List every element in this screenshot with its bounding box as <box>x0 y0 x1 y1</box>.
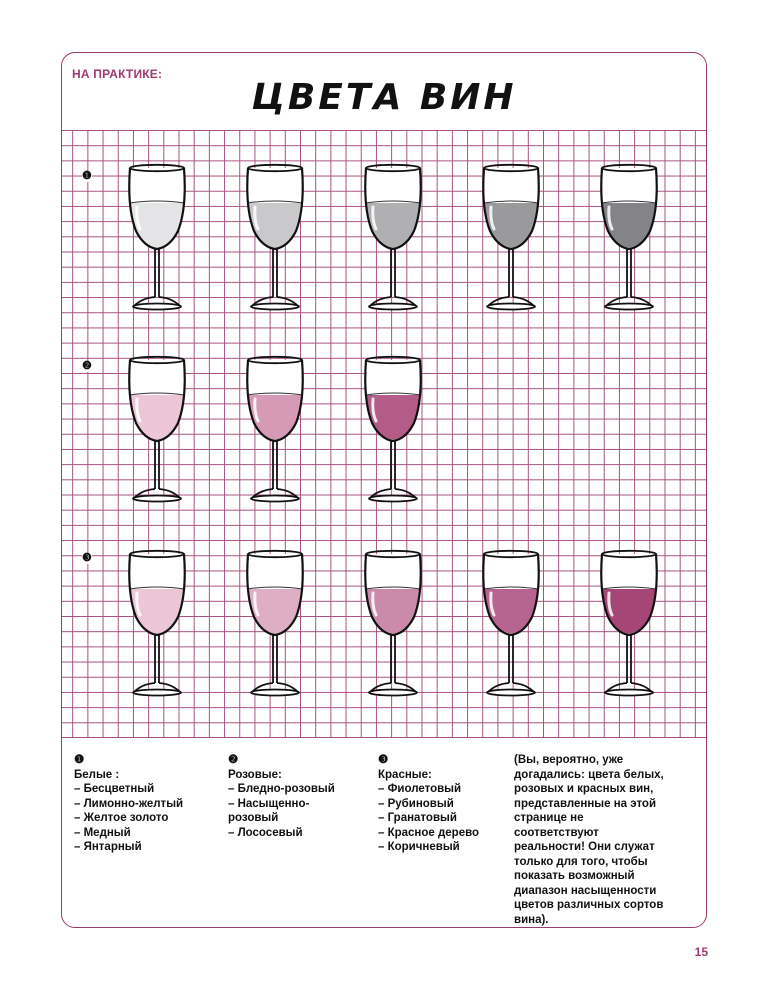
legend-item: – Коричневый <box>378 841 460 853</box>
legend-item: – Янтарный <box>74 841 142 853</box>
row-marker-red: ❸ <box>82 552 92 564</box>
wine-glass <box>476 163 546 313</box>
page-number: 15 <box>694 945 708 959</box>
legend-rose-marker: ❷ <box>228 754 239 766</box>
legend-item: – Красное дерево <box>378 826 480 839</box>
legend-item: – Бесцветный <box>74 783 155 795</box>
wine-glass <box>122 163 192 313</box>
wine-glass <box>358 549 428 699</box>
legend-item: – Рубиновый <box>378 797 454 810</box>
legend-item: – Лимонно-желтый <box>74 797 184 810</box>
legend-white-marker: ❶ <box>74 754 85 766</box>
legend-rose-heading: Розовые: <box>228 768 282 781</box>
section-kicker: НА ПРАКТИКЕ: <box>72 67 163 81</box>
practice-card <box>61 52 707 928</box>
wine-glass <box>476 549 546 699</box>
legend-item: – Гранатовый <box>378 812 457 824</box>
legend-item: – Бледно-розовый <box>228 783 335 795</box>
wine-glass <box>594 163 664 313</box>
wine-glass <box>358 163 428 313</box>
row-marker-white: ❶ <box>82 170 92 182</box>
legend-item: – Лососевый <box>228 826 303 839</box>
wine-glass <box>240 355 310 505</box>
wine-glass <box>240 549 310 699</box>
legend-item: – Фиолетовый <box>378 783 462 795</box>
legend-item: – Насыщенно- <box>228 797 310 810</box>
wine-glass <box>240 163 310 313</box>
legend-red <box>378 753 479 855</box>
legend-item: розовый <box>228 812 279 824</box>
legend-white <box>74 753 183 855</box>
legend-rose <box>228 753 335 840</box>
wine-glass <box>594 549 664 699</box>
page-title: ЦВЕТА ВИН <box>251 77 517 118</box>
wine-glass <box>358 355 428 505</box>
row-marker-rose: ❷ <box>82 360 92 372</box>
legend-red-heading: Красные: <box>378 768 432 781</box>
wine-glass <box>122 549 192 699</box>
legend-item: – Желтое золото <box>74 812 169 824</box>
legend-note: (Вы, вероятно, уже догадались: цвета белых, розовых и красных вин, представленные на этой странице не соответствуют реальности! Они служат только для того, чтобы показать возможный диапазон насыщенности цветов различных сортов вина). <box>514 754 664 926</box>
legend-item: – Медный <box>74 826 131 839</box>
legend-red-marker: ❸ <box>378 754 389 766</box>
legend-white-heading: Белые : <box>74 768 120 781</box>
wine-glass <box>122 355 192 505</box>
